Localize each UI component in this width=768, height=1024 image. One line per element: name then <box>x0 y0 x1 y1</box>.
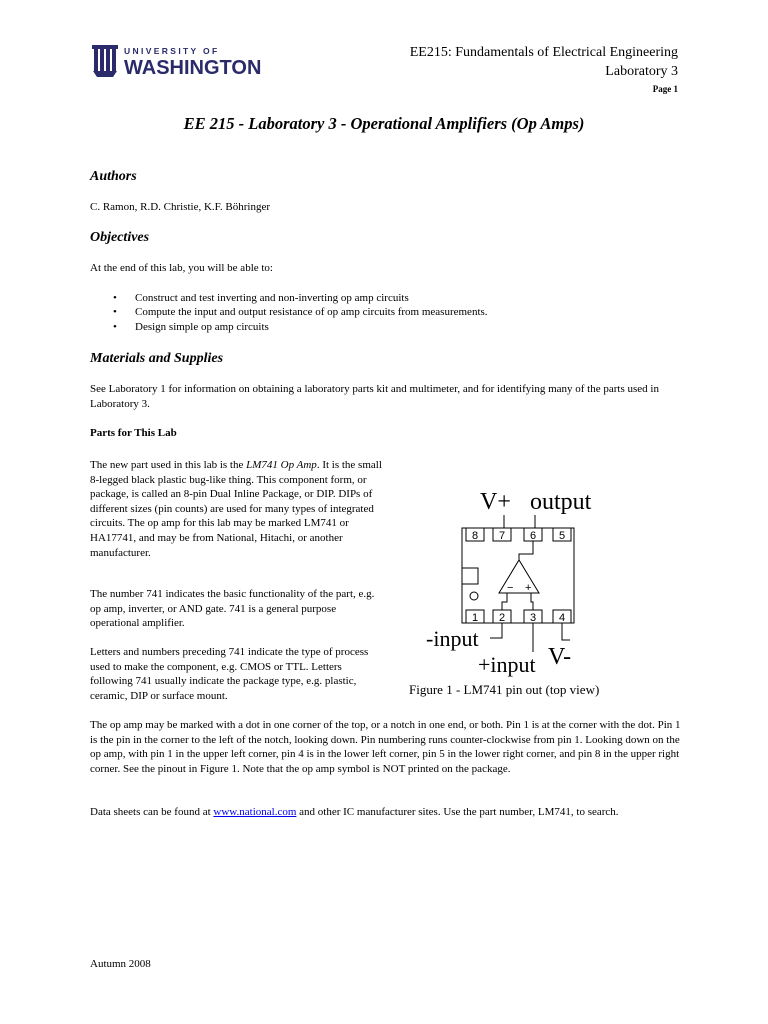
header-course: EE215: Fundamentals of Electrical Engineering <box>409 45 678 60</box>
objective-item: • Design simple op amp circuits <box>113 321 269 333</box>
materials-text: See Laboratory 1 for information on obtaining a laboratory parts kit and multimeter, and for identifying many of the parts used in Laboratory 3. <box>90 383 659 410</box>
page-number: Page 1 <box>652 84 678 94</box>
footer-date: Autumn 2008 <box>90 958 151 970</box>
parts-para-1: The new part used in this lab is the LM741 Op Amp. It is the small 8-legged black plastic bug-like thing. This component form, or package, is called an 8-pin Dual Inline Package, or DIP. DIPs of different sizes (pin counts) are used for many types of integrated circuits. The op amp for this lab may be marked LM741 or HA17741, and may be from National, Hitachi, or another manufacturer. <box>90 459 382 559</box>
pin-4: 4 <box>558 612 566 624</box>
pin-2: 2 <box>498 612 506 624</box>
university-logo <box>92 43 282 81</box>
pin-7: 7 <box>498 530 506 542</box>
label-vminus: V- <box>548 644 572 670</box>
opamp-minus-sign: − <box>507 582 514 594</box>
materials-heading: Materials and Supplies <box>90 351 224 366</box>
pin-1: 1 <box>471 612 479 624</box>
parts-para-3: Letters and numbers preceding 741 indicate the type of process used to make the component, e.g. CMOS or TTL. Letters following 741 usually indicate the package type, e.g. plastic, ceramic, DIP or surface mount. <box>90 646 369 702</box>
objective-item: • Compute the input and output resistance of op amp circuits from measurements. <box>113 306 488 318</box>
objectives-heading: Objectives <box>90 230 150 245</box>
logo-line1: U N I V E R S I T Y O F <box>124 46 218 56</box>
pin-3: 3 <box>529 612 537 624</box>
logo-line2: WASHINGTON <box>124 57 262 79</box>
lm741-pinout-figure <box>412 480 612 685</box>
parts-para-2: The number 741 indicates the basic functionality of the part, e.g. op amp, inverter, or AND gate. 741 is a general purpose operational amplifier. <box>90 588 375 630</box>
label-output: output <box>530 489 592 515</box>
pin-8: 8 <box>471 530 479 542</box>
objective-item: • Construct and test inverting and non-inverting op amp circuits <box>113 292 409 304</box>
pin-6: 6 <box>529 530 537 542</box>
authors-heading: Authors <box>90 169 137 184</box>
header-lab: Laboratory 3 <box>605 64 678 79</box>
label-minus-input: -input <box>426 626 479 651</box>
opamp-plus-sign: + <box>525 582 532 594</box>
national-link[interactable]: www.national.com <box>213 806 297 818</box>
pin-5: 5 <box>558 530 566 542</box>
parts-para-5: Data sheets can be found at www.national.com and other IC manufacturer sites. Use the part number, LM741, to search. <box>90 806 619 818</box>
parts-heading: Parts for This Lab <box>90 427 177 439</box>
parts-para-4: The op amp may be marked with a dot in one corner of the top, or a notch in one end, or both. Pin 1 is at the corner with the dot. Pin 1 is the pin in the corner to the left of the notch, looking down. Pin numbering runs counter-clockwise from pin 1. Looking down on the op amp, with pin 1 in the upper left corner, pin 4 is in the lower left corner, pin 5 in the lower right corner, and pin 8 in the upper right corner. See the pinout in Figure 1. Note that the op amp symbol is NOT printed on the package. <box>90 719 681 775</box>
figure-caption: Figure 1 - LM741 pin out (top view) <box>409 682 600 697</box>
label-plus-input: +input <box>478 652 536 677</box>
authors-names: C. Ramon, R.D. Christie, K.F. Böhringer <box>90 201 271 213</box>
page-title: EE 215 - Laboratory 3 - Operational Amplifiers (Op Amps) <box>183 114 585 133</box>
objectives-intro: At the end of this lab, you will be able to: <box>90 262 273 274</box>
label-vplus: V+ <box>480 489 511 515</box>
